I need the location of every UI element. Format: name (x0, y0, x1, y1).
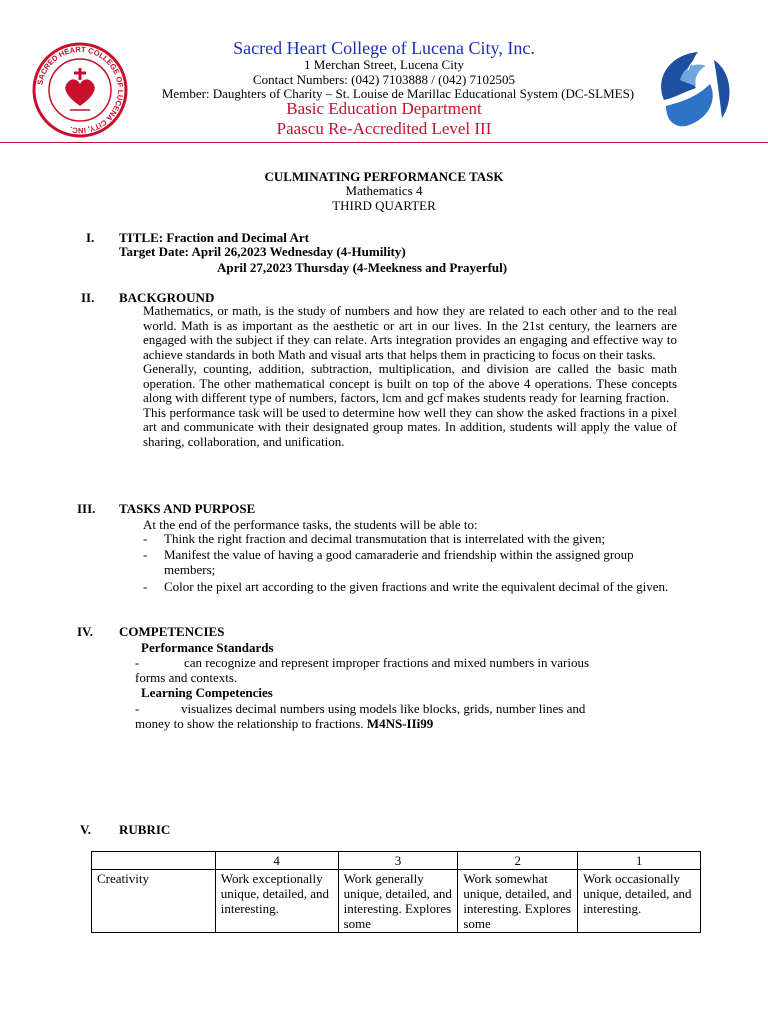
header-rule (0, 142, 768, 143)
rubric-cell: Work generally unique, detailed, and interesting. Explores some (338, 870, 458, 933)
accreditation-line: Paascu Re-Accredited Level III (276, 119, 492, 138)
section-4-number: IV. (77, 624, 94, 639)
task-bullet-3: - (143, 579, 148, 594)
learning-competency-line-1: visualizes decimal numbers using models like blocks, grids, number lines and (181, 701, 586, 716)
document-subject: Mathematics 4 (345, 183, 423, 198)
section-3-title: TASKS AND PURPOSE (119, 501, 256, 516)
task-bullet-2: - (143, 547, 148, 562)
task-item-3: Color the pixel art according to the given fractions and write the equivalent decimal of the given. (164, 579, 669, 594)
document-quarter: THIRD QUARTER (332, 198, 436, 213)
rubric-header-score: 4 (215, 852, 338, 870)
target-date-2: April 27,2023 Thursday (4-Meekness and Prayerful) (217, 260, 508, 275)
task-item-2: Manifest the value of having a good camaraderie and friendship within the assigned group members; (164, 547, 634, 577)
tasks-intro: At the end of the performance tasks, the students will be able to: (143, 517, 478, 532)
department-name: Basic Education Department (286, 99, 482, 118)
section-1-number: I. (86, 230, 95, 245)
section-2-title: BACKGROUND (119, 290, 215, 305)
performance-standard-line-2: forms and contexts. (135, 670, 238, 685)
section-3-number: III. (77, 501, 96, 516)
school-name: Sacred Heart College of Lucena City, Inc. (233, 38, 535, 58)
target-date-1: Target Date: April 26,2023 Wednesday (4-Humility) (119, 244, 406, 259)
rubric-cell: Work somewhat unique, detailed, and interesting. Explores some (458, 870, 578, 933)
section-5-number: V. (80, 822, 91, 837)
svg-text:SACRED HEART COLLEGE OF LUCENA: SACRED HEART COLLEGE OF LUCENA CITY, INC. (35, 44, 126, 136)
rubric-criterion: Creativity (92, 870, 216, 933)
background-text (143, 304, 677, 449)
membership-line: Member: Daughters of Charity – St. Louise de Marillac Educational System (DC-SLMES) (161, 86, 635, 101)
performance-dash: - (135, 655, 140, 670)
school-address: 1 Merchan Street, Lucena City (304, 57, 464, 72)
rubric-row (92, 870, 701, 933)
rubric-cell: Work exceptionally unique, detailed, and interesting. (215, 870, 338, 933)
learning-competencies-label: Learning Competencies (141, 685, 273, 700)
performance-standard-line-1: can recognize and represent improper fractions and mixed numbers in various (184, 655, 590, 670)
section-4-title: COMPETENCIES (119, 624, 225, 639)
rubric-table (91, 851, 701, 933)
section-2-number: II. (81, 290, 95, 305)
background-paragraph-3: This performance task will be used to determine how well they can show the asked fractions in a pixel art and communicate with their designated group mates. In addition, students will apply the value of sharing, collaboration, and unification. (143, 404, 677, 449)
task-bullet-1: - (143, 531, 148, 546)
rubric-cell: Work occasionally unique, detailed, and interesting. (578, 870, 701, 933)
learning-competency-line-2 (135, 716, 433, 731)
rubric-header-score: 1 (578, 852, 701, 870)
task-item-1: Think the right fraction and decimal transmutation that is interrelated with the given; (164, 531, 606, 546)
background-paragraph-1: Mathematics, or math, is the study of numbers and how they are related to each other and to the real world. Math is as important as the aesthetic or art in our lives. In the 21st century, the learners are engaged with the subject if they can relate. Arts integration provides an engaging and effective way to achieve standards in both Math and visual arts that helps them in practicing to focus on their tasks. (143, 303, 677, 362)
background-paragraph-2: Generally, counting, addition, subtraction, multiplication, and division are called the basic math operation. The other mathematical concept is built on top of the above 4 operations. These concepts along with different type of numbers, factors, lcm and gcf makes students ready for learning fraction. (143, 361, 677, 405)
section-1-title: TITLE: Fraction and Decimal Art (119, 230, 309, 245)
learning-dash: - (135, 701, 140, 716)
contact-numbers: Contact Numbers: (042) 7103888 / (042) 7102505 (252, 72, 516, 87)
rubric-header-criterion (92, 852, 216, 870)
rubric-header-score: 3 (338, 852, 458, 870)
rubric-header-row (92, 852, 701, 870)
document-title: CULMINATING PERFORMANCE TASK (264, 169, 504, 184)
performance-standards-label: Performance Standards (141, 640, 274, 655)
learning-competency-text: money to show the relationship to fractions. (135, 716, 364, 731)
competency-code: M4NS-IIi99 (366, 716, 434, 731)
rubric-header-score: 2 (458, 852, 578, 870)
section-5-title: RUBRIC (119, 822, 171, 837)
